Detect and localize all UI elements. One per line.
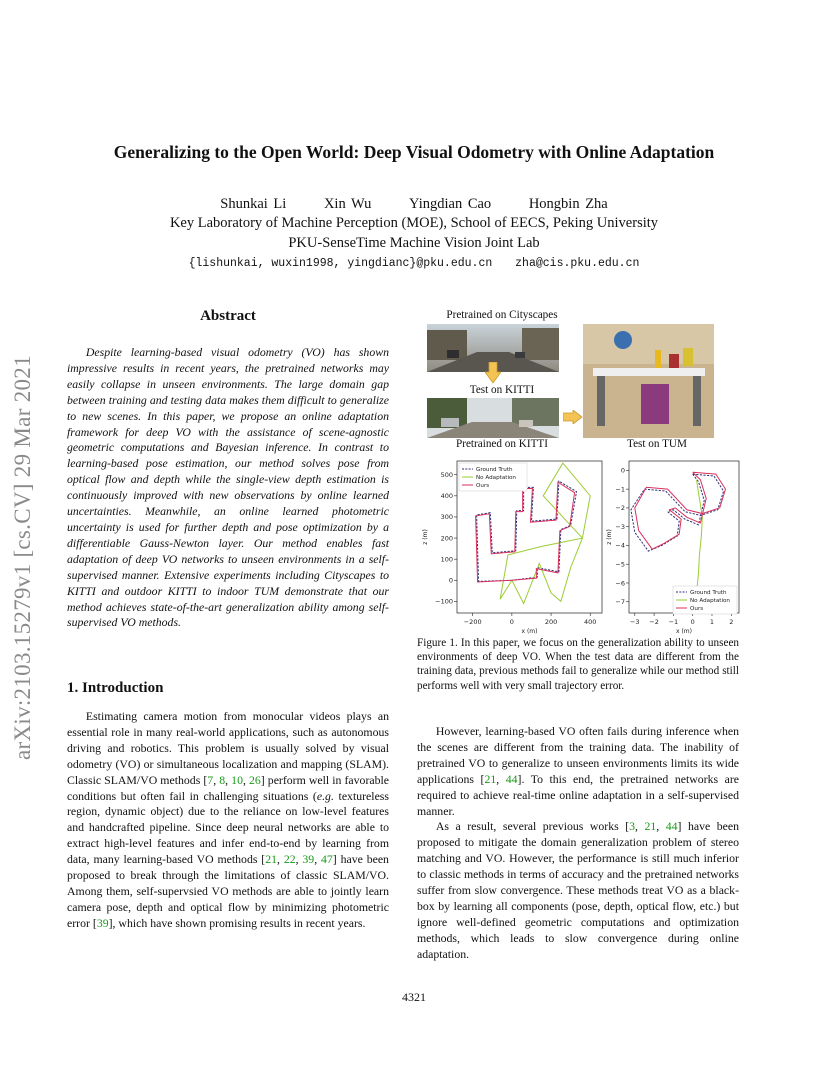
paper-title: Generalizing to the Open World: Deep Visual Odometry with Online Adaptation <box>113 142 715 162</box>
series-line-ground-truth <box>477 481 577 581</box>
x-tick-label: −200 <box>463 618 482 626</box>
y-tick-label: −7 <box>615 598 625 607</box>
abstract-text: Despite learning-based visual odometry (VO) has shown impressive results in recent years, the pretrained networks may easily collapse in unseen environments. The large domain gap between training and testing data makes them difficult to generalize to new scenes. In this paper, we propose an online adaptation framework for deep VO with the assistance of scene-agnostic geometric computations and Bayesian inference. In contrast to learning-based pose estimation, our method solves pose from optical flow and depth while the single-view depth estimation is continuously improved with new observations by online learned uncertainties. Meanwhile, an online learned photometric uncertainty is used for further depth and pose optimization by a differentiable Gauss-Newton layer. Our method enables fast adaptation of deep VO networks to unseen environments in a self-supervised manner. Extensive experiments including Cityscapes to KITTI and outdoor KITTI to indoor TUM demonstrate that our method achieves state-of-the-art generalization ability among self-supervised VO methods. <box>67 345 389 630</box>
author-list <box>0 196 828 213</box>
figure-caption: Figure 1. In this paper, we focus on the generalization ability to unseen environments of deep VO. When the test data are different from the training data, previous methods fail to generalize while our method still performs well with very small trajectory error. <box>417 637 739 692</box>
arrow-down-icon <box>485 362 501 384</box>
y-tick-label: 0 <box>448 576 453 585</box>
intro-heading: 1. Introduction <box>67 680 164 696</box>
y-tick-label: −1 <box>615 485 625 494</box>
citation-link[interactable]: 44 <box>505 771 518 786</box>
x-tick-label: −1 <box>668 618 679 626</box>
email-list <box>0 257 828 270</box>
y-tick-label: 0 <box>620 466 625 475</box>
citation-link[interactable]: 39 <box>96 915 109 930</box>
y-axis-label: z (m) <box>422 529 429 545</box>
legend-label: Ground Truth <box>476 467 513 473</box>
citation-link[interactable]: 26 <box>249 772 261 787</box>
right-column-body <box>417 724 739 963</box>
y-tick-label: −3 <box>615 522 625 531</box>
y-tick-label: 100 <box>440 555 453 564</box>
label-test-kitti: Test on KITTI <box>469 384 535 396</box>
x-tick-label: 1 <box>709 618 715 626</box>
citation-link[interactable]: 3 <box>629 819 636 834</box>
author: Shunkai Li <box>220 196 287 212</box>
x-tick-label: 0 <box>509 618 514 626</box>
abstract-body <box>67 345 389 631</box>
x-axis-label: x (m) <box>521 628 538 634</box>
abstract-heading: Abstract <box>200 308 256 324</box>
legend-label: Ours <box>690 606 704 612</box>
intro-body <box>67 709 389 932</box>
body-paragraph: As a result, several previous works [3, 21, 44] have been proposed to mitigate the domain generalization problem of stereo matching and VO. However, the performance is still much inferior to classic methods in terms of accuracy and the pretrained networks suffer from slow convergence. These methods treat VO as a black-box by learning all components (pose, depth, optical flow, etc.) but ignore well-defined geometric computations and optimization methods, which leads to slow convergence during online adaptation. <box>417 819 739 961</box>
series-line-ours <box>476 482 575 582</box>
affiliation: Key Laboratory of Machine Perception (MOE), School of EECS, Peking University <box>169 215 659 231</box>
x-axis-label: x (m) <box>676 628 692 634</box>
x-tick-label: 2 <box>729 618 734 626</box>
x-tick-label: 200 <box>544 618 558 626</box>
email: zha@cis.pku.edu.cn <box>515 257 640 270</box>
tum-trajectory-chart <box>605 456 745 634</box>
y-tick-label: −4 <box>615 541 625 550</box>
citation-link[interactable]: 21 <box>644 819 657 834</box>
author: Hongbin Zha <box>528 196 608 212</box>
kitti-photo <box>427 398 559 438</box>
citation-link[interactable]: 7 <box>207 772 214 787</box>
arxiv-stamp: arXiv:2103.15279v1 [cs.CV] 29 Mar 2021 <box>10 355 35 760</box>
tum-photo <box>583 324 714 438</box>
legend-label: Ours <box>476 483 490 489</box>
arrow-right-icon <box>563 410 583 424</box>
y-tick-label: 200 <box>440 534 453 543</box>
y-tick-label: 500 <box>440 471 453 480</box>
citation-link[interactable]: 44 <box>665 819 678 834</box>
page-number: 4321 <box>402 990 426 1004</box>
legend-label: No Adaptation <box>690 598 730 604</box>
intro-paragraph: Estimating camera motion from monocular videos plays an essential role in many real-world applications, such as autonomous driving and robotics. This problem is usually solved by visual odometry (VO) or simultaneous localization and mapping (SLAM). Classic SLAM/VO methods [7, 8, 10, 26] perform well in favorable conditions but often fail in challenging situations (e.g. textureless region, dynamic object) due to the reliance on low-level features and handcrafted pipeline. Since deep neural networks are able to extract high-level features and infer end-to-end by learning from data, many learning-based VO methods [21, 22, 39, 47] have been proposed to break through the limitations of classic SLAM/VO. Among them, self-supervsied VO methods are able to jointly learn camera pose, depth and optical flow by minimizing photometric error [39], which have shown promising results in recent years. <box>67 709 390 930</box>
y-tick-label: −6 <box>615 579 625 588</box>
citation-link[interactable]: 10 <box>231 772 243 787</box>
kitti-trajectory-chart <box>417 456 607 634</box>
series-line-ours <box>635 472 726 549</box>
y-tick-label: −5 <box>615 560 625 569</box>
legend-label: Ground Truth <box>690 590 727 596</box>
x-tick-label: 400 <box>584 618 597 626</box>
figure-1 <box>417 306 747 636</box>
y-tick-label: −100 <box>435 597 453 606</box>
citation-link[interactable]: 22 <box>283 852 296 867</box>
x-tick-label: −2 <box>649 618 659 626</box>
label-pretrained-kitti: Pretrained on KITTI <box>456 438 548 450</box>
body-paragraph: However, learning-based VO often fails during inference when the scenes are different from the training data. The inability of pretrained VO to generalize to unseen environments limits its wide applications [21, 44]. To this end, the pretrained networks are required to achieve real-time online adaptation in a self-supervised manner. <box>417 724 739 818</box>
x-tick-label: −3 <box>629 618 640 626</box>
author: Yingdian Cao <box>409 196 492 212</box>
citation-link[interactable]: 39 <box>302 852 315 867</box>
email: {lishunkai, wuxin1998, yingdianc}@pku.edu.cn <box>188 257 493 270</box>
citation-link[interactable]: 21 <box>484 771 497 786</box>
author: Xin Wu <box>323 196 372 212</box>
legend-label: No Adaptation <box>476 475 516 481</box>
y-tick-label: 400 <box>440 492 453 501</box>
label-test-tum: Test on TUM <box>627 438 687 450</box>
citation-link[interactable]: 47 <box>321 852 333 867</box>
y-axis-label: z (m) <box>606 529 613 545</box>
y-tick-label: 300 <box>440 513 453 522</box>
citation-link[interactable]: 21 <box>265 852 278 867</box>
citation-link[interactable]: 8 <box>219 772 226 787</box>
label-pretrained-cityscapes: Pretrained on Cityscapes <box>446 309 558 321</box>
y-tick-label: −2 <box>615 504 625 513</box>
affiliation: PKU-SenseTime Machine Vision Joint Lab <box>288 235 540 251</box>
x-tick-label: 0 <box>690 618 695 626</box>
